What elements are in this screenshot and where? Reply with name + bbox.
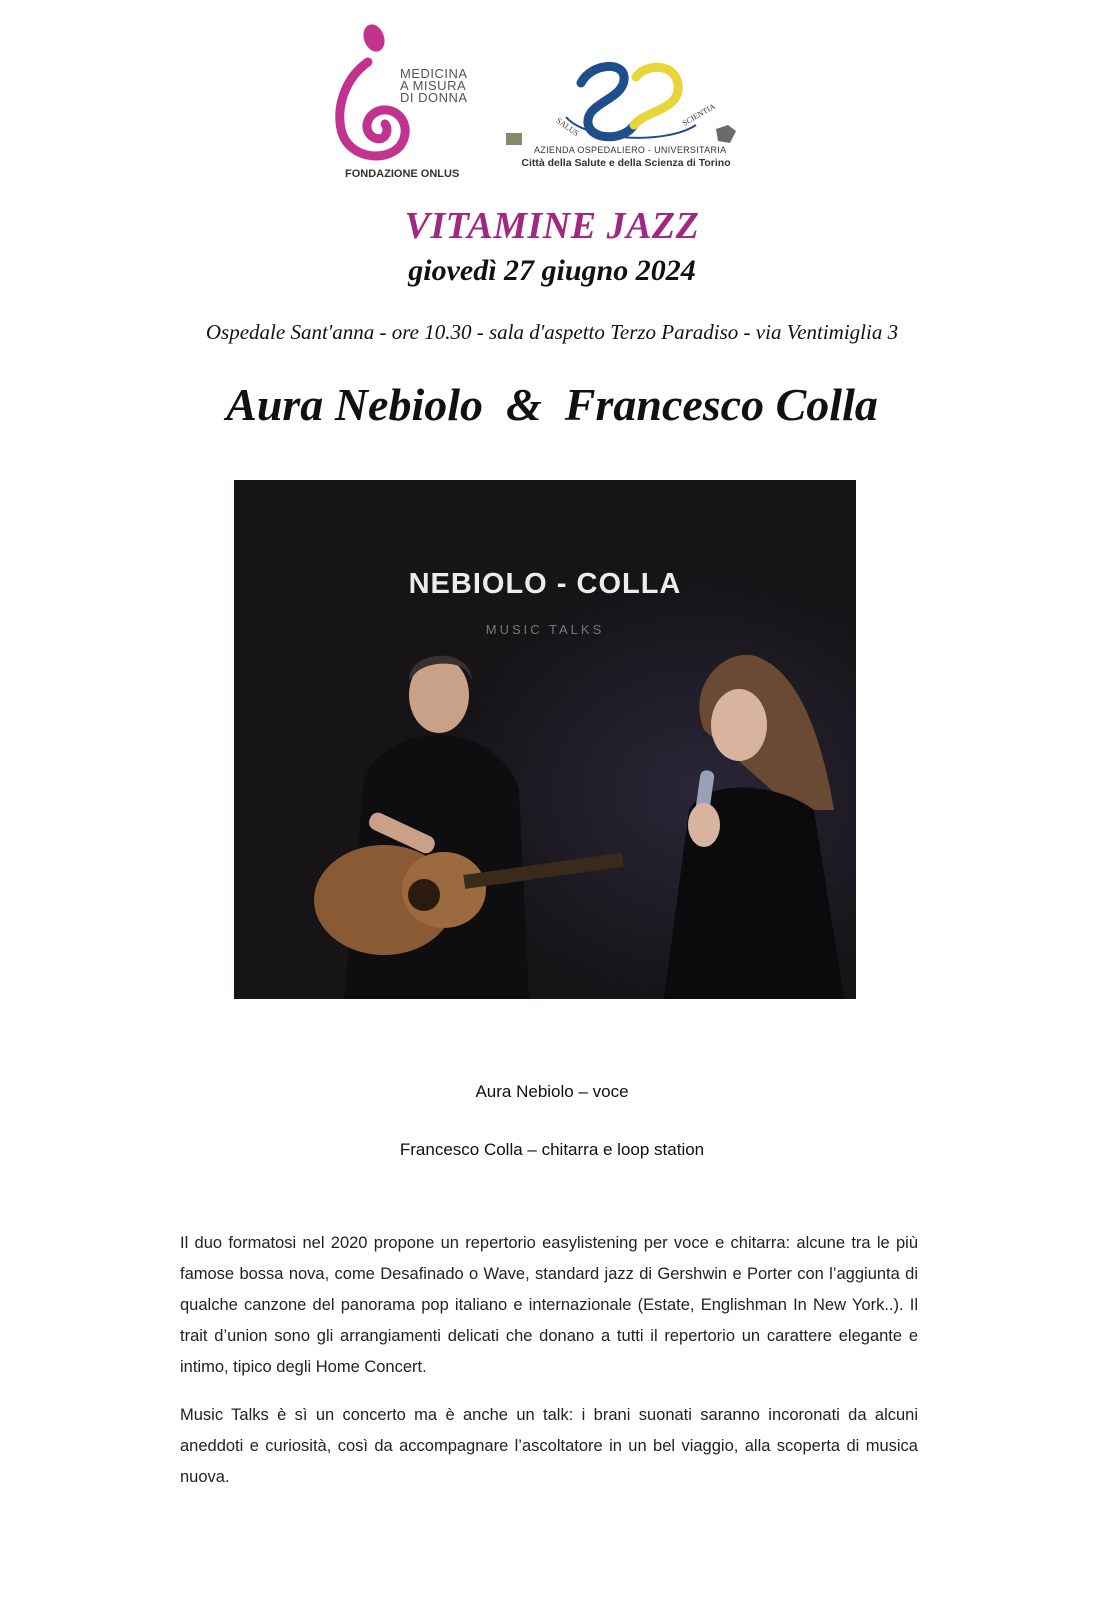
description-paragraph-1: Il duo formatosi nel 2020 propone un repertorio easylistening per voce e chitarra: alcune tra le più famose bossa nova, come Desafinado o Wave, standard jazz di Gershwin e Porter con l’aggiunta di qualche canzone del panorama pop italiano e internazionale (Estate, Englishman In New York..). Il trait d’union sono gli arrangiamenti delicati che donano a tutti il repertorio un carattere elegante e intimo, tipico degli Home Concert.: [180, 1234, 918, 1376]
band-poster: [234, 480, 856, 999]
foundation-logo-mark-icon: [330, 18, 410, 168]
foundation-logo: [330, 18, 480, 183]
event-artists: Aura Nebiolo & Francesco Colla: [226, 379, 878, 430]
poster-title: NEBIOLO - COLLA: [408, 568, 682, 600]
foundation-logo-line: A MISURA: [400, 78, 467, 93]
city-crest-icon: [506, 133, 522, 145]
hospital-logo-line2: Città della Salute e della Scienza di Torino: [521, 157, 731, 169]
poster-subtitle: MUSIC TALKS: [485, 622, 605, 637]
foundation-logo-subtitle: FONDAZIONE ONLUS: [345, 168, 460, 180]
hospital-arc-left: SALUS: [554, 116, 581, 138]
hospital-logo-line1: AZIENDA OSPEDALIERO - UNIVERSITARIA: [534, 145, 727, 155]
credit-voice: Aura Nebiolo – voce: [475, 1082, 629, 1101]
event-date: giovedì 27 giugno 2024: [408, 254, 696, 287]
hospital-arc-right: SCIENTIA: [680, 101, 717, 128]
foundation-logo-line: DI DONNA: [400, 90, 468, 105]
credit-guitar: Francesco Colla – chitarra e loop station: [399, 1140, 705, 1159]
hospital-logo: [506, 55, 746, 175]
bull-icon: [716, 125, 736, 143]
foundation-logo-text: [400, 68, 468, 104]
hospital-logo-mark-icon: [506, 55, 746, 145]
musicians-photo: [234, 480, 856, 999]
event-title: VITAMINE JAZZ: [404, 205, 700, 247]
foundation-logo-line: MEDICINA: [400, 66, 468, 81]
description-paragraph-2: Music Talks è sì un concerto ma è anche un talk: i brani suonati saranno incoronati da alcuni aneddoti e curiosità, così da accompagnare l’ascoltatore in un bel viaggio, alla scoperta di musica nuova.: [180, 1406, 918, 1486]
event-place: Ospedale Sant'anna - ore 10.30 - sala d'aspetto Terzo Paradiso - via Ventimiglia 3: [205, 320, 899, 344]
